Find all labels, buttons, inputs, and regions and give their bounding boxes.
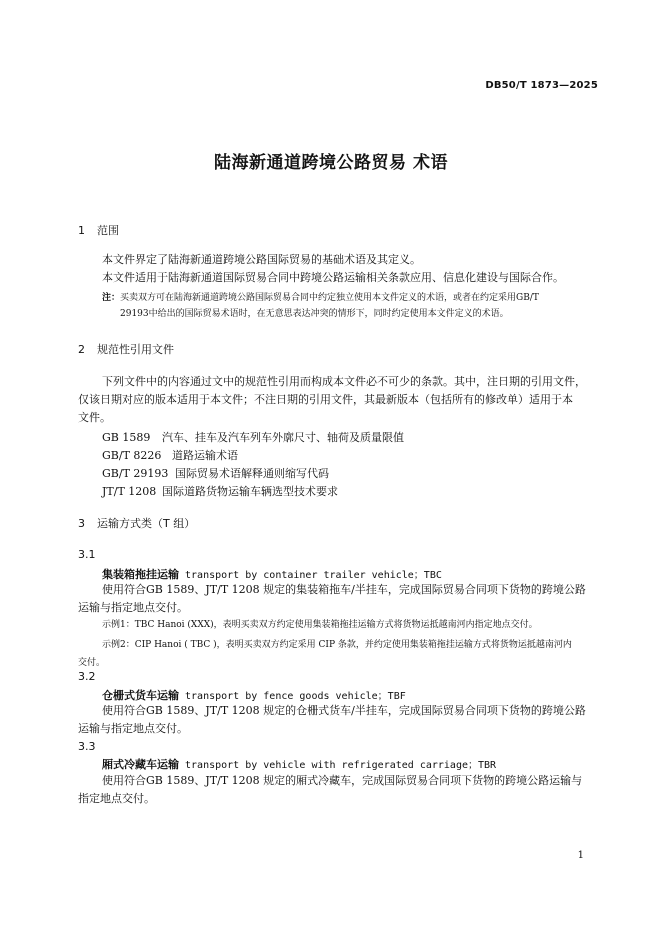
reference-title: 汽车、挂车及汽车列车外廓尺寸、轴荷及质量限值 xyxy=(162,431,404,444)
reference-item xyxy=(102,464,329,483)
reference-code: JT/T 1208 xyxy=(102,485,157,498)
subclause-number: 3.3 xyxy=(78,740,96,753)
section-number: 1 xyxy=(78,224,85,237)
note-line: 29193中给出的国际贸易术语时，在无意思表达冲突的情形下，同时约定使用本文件定义的术语。 xyxy=(120,309,509,319)
term-chinese: 厢式冷藏车运输 xyxy=(102,758,179,771)
reference-item xyxy=(102,446,238,465)
reference-item xyxy=(102,428,404,447)
standard-code: DB50/T 1873—2025 xyxy=(485,80,598,91)
reference-code: GB/T 8226 xyxy=(102,449,162,462)
definition: 运输与指定地点交付。 xyxy=(78,722,188,735)
term-english: transport by container trailer vehicle；TBC xyxy=(179,570,442,581)
section-title: 范围 xyxy=(97,224,119,237)
definition: 使用符合GB 1589、JT/T 1208 规定的仓栅式货车/半挂车，完成国际贸易合同项下货物的跨境公路 xyxy=(102,704,586,717)
section-number: 3 xyxy=(78,517,85,530)
section-3-heading xyxy=(78,515,195,531)
reference-title: 道路运输术语 xyxy=(172,449,238,462)
definition: 使用符合GB 1589、JT/T 1208 规定的集装箱拖车/半挂车，完成国际贸易合同项下货物的跨境公路 xyxy=(102,583,586,596)
note-label: 注： xyxy=(102,293,121,303)
section-1-heading xyxy=(78,222,119,238)
paragraph: 文件。 xyxy=(78,411,111,424)
subclause-number: 3.1 xyxy=(78,548,96,561)
note-line xyxy=(102,290,539,303)
note-text: 买卖双方可在陆海新通道跨境公路国际贸易合同中约定独立使用本文件定义的术语，或者在约定采用GB/T xyxy=(120,293,539,303)
document-title: 陆海新通道跨境公路贸易 术语 xyxy=(214,153,448,173)
paragraph: 仅该日期对应的版本适用于本文件；不注日期的引用文件，其最新版本（包括所有的修改单）适用于本 xyxy=(78,393,573,406)
example: 示例2：CIP Hanoi ( TBC )，表明买卖双方约定采用 CIP 条款，并约定使用集装箱拖挂运输方式将货物运抵越南河内 xyxy=(102,640,572,650)
reference-code: GB/T 29193 xyxy=(102,467,169,480)
paragraph: 本文件适用于陆海新通道国际贸易合同中跨境公路运输相关条款应用、信息化建设与国际合作。 xyxy=(102,271,564,284)
reference-title: 国际贸易术语解释通则缩写代码 xyxy=(175,467,329,480)
term-english: transport by fence goods vehicle；TBF xyxy=(179,691,406,702)
subclause-number: 3.2 xyxy=(78,670,96,683)
reference-code: GB 1589 xyxy=(102,431,151,444)
paragraph: 下列文件中的内容通过文中的规范性引用而构成本文件必不可少的条款。其中，注日期的引用文件， xyxy=(102,375,586,388)
term-chinese: 集装箱拖挂运输 xyxy=(102,568,179,581)
definition: 指定地点交付。 xyxy=(78,792,155,805)
term-chinese: 仓栅式货车运输 xyxy=(102,689,179,702)
page-number: 1 xyxy=(577,850,584,861)
example: 示例1：TBC Hanoi (XXX)，表明买卖双方约定使用集装箱拖挂运输方式将货物运抵越南河内指定地点交付。 xyxy=(102,620,538,630)
section-title: 运输方式类（T 组） xyxy=(97,517,196,530)
definition: 运输与指定地点交付。 xyxy=(78,601,188,614)
definition: 使用符合GB 1589、JT/T 1208 规定的厢式冷藏车，完成国际贸易合同项下货物的跨境公路运输与 xyxy=(102,774,583,787)
paragraph: 本文件界定了陆海新通道跨境公路国际贸易的基础术语及其定义。 xyxy=(102,253,421,266)
example: 交付。 xyxy=(78,658,106,668)
section-title: 规范性引用文件 xyxy=(97,343,174,356)
reference-item xyxy=(102,482,338,501)
section-2-heading xyxy=(78,341,174,357)
term-english: transport by vehicle with refrigerated carriage；TBR xyxy=(179,760,497,771)
term-entry xyxy=(102,756,496,772)
reference-title: 国际道路货物运输车辆选型技术要求 xyxy=(162,485,338,498)
section-number: 2 xyxy=(78,343,85,356)
